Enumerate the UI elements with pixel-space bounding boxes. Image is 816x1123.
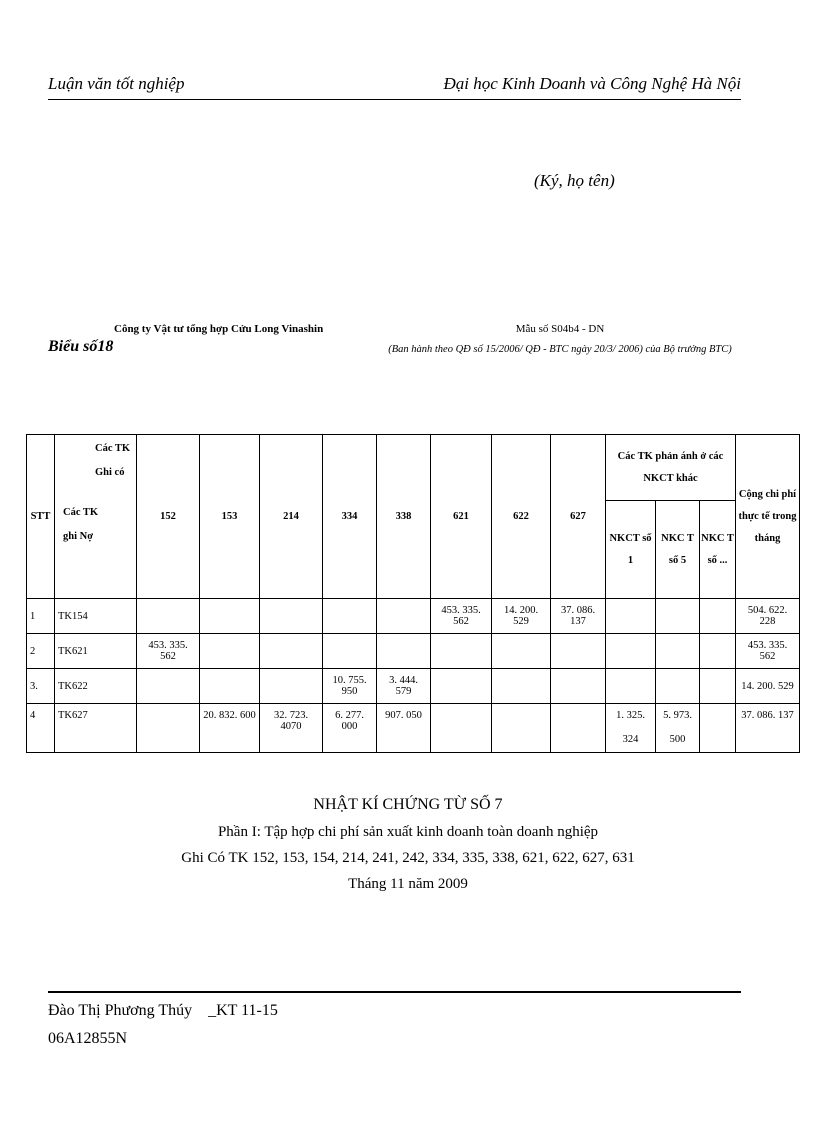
form-code: Mẫu số S04b4 - DN [515, 323, 605, 335]
cell-account: TK154 [55, 599, 137, 634]
journal-part: Phần I: Tập hợp chi phí sản xuất kinh doanh toàn doanh nghiệp [217, 824, 599, 840]
header-214: 214 [260, 435, 323, 599]
cell-214 [260, 669, 323, 704]
cell-nkct-5: 5. 973. 500 [656, 704, 700, 753]
cell-334 [323, 634, 377, 669]
header-total: Cộng chi phí thực tế trong tháng [736, 435, 800, 599]
cell-622 [492, 704, 551, 753]
cell-153 [200, 634, 260, 669]
header-account-diagonal [55, 435, 137, 599]
header-nkct-1: NKCT số 1 [606, 501, 656, 599]
cell-nkct-1: 1. 325. 324 [606, 704, 656, 753]
header-diag-debit-1: Các TK [63, 507, 99, 518]
form-label: Biểu số18 [48, 338, 114, 355]
cell-nkct-5 [656, 599, 700, 634]
cell-nkct-5 [656, 669, 700, 704]
cell-622 [492, 634, 551, 669]
cell-153 [200, 669, 260, 704]
header-diag-debit-2: ghi Nợ [63, 531, 94, 542]
cell-627: 37. 086. 137 [551, 599, 606, 634]
cell-152 [137, 599, 200, 634]
cell-account: TK621 [55, 634, 137, 669]
cell-account: TK627 [55, 704, 137, 753]
cell-621 [431, 634, 492, 669]
cell-622: 14. 200. 529 [492, 599, 551, 634]
cell-334: 6. 277. 000 [323, 704, 377, 753]
cell-621: 453. 335. 562 [431, 599, 492, 634]
journal-accounts: Ghi Có TK 152, 153, 154, 214, 241, 242, 334, 335, 338, 621, 622, 627, 631 [181, 850, 635, 866]
header-divider [48, 99, 741, 100]
cell-153 [200, 599, 260, 634]
cell-334: 10. 755. 950 [323, 669, 377, 704]
cell-214 [260, 634, 323, 669]
header-other-nkct-group: Các TK phản ánh ở các NKCT khác [606, 435, 736, 501]
header-diag-credit-2: Ghi có [95, 467, 125, 478]
header-621: 621 [431, 435, 492, 599]
cell-152: 453. 335. 562 [137, 634, 200, 669]
cell-account: TK622 [55, 669, 137, 704]
header-338: 338 [377, 435, 431, 599]
cell-621 [431, 669, 492, 704]
table-row [27, 634, 800, 669]
cell-622 [492, 669, 551, 704]
cell-214 [260, 599, 323, 634]
cell-621 [431, 704, 492, 753]
cell-total: 14. 200. 529 [736, 669, 800, 704]
cell-334 [323, 599, 377, 634]
cell-stt: 1 [27, 599, 55, 634]
cell-214: 32. 723. 4070 [260, 704, 323, 753]
cell-nkct-1 [606, 634, 656, 669]
header-nkct-5: NKC T số 5 [656, 501, 700, 599]
footer-divider [48, 991, 741, 993]
cell-627 [551, 634, 606, 669]
header-627: 627 [551, 435, 606, 599]
footer-student-id: 06A12855N [48, 1030, 128, 1047]
cell-nkct-1 [606, 599, 656, 634]
cell-stt: 3. [27, 669, 55, 704]
header-334: 334 [323, 435, 377, 599]
cell-nkct-other [700, 634, 736, 669]
table-row [27, 704, 800, 753]
cell-338: 3. 444. 579 [377, 669, 431, 704]
header-diag-credit-1: Các TK [95, 443, 131, 454]
header-right-title: Đại học Kinh Doanh và Công Nghệ Hà Nội [443, 74, 741, 93]
header-stt: STT [27, 435, 55, 599]
company-name: Công ty Vật tư tổng hợp Cửu Long Vinashin [114, 323, 324, 335]
cell-nkct-other [700, 599, 736, 634]
header-nkct-other: NKC T số ... [700, 501, 736, 599]
cell-627 [551, 704, 606, 753]
cell-nkct-1 [606, 669, 656, 704]
header-left-title: Luận văn tốt nghiệp [48, 74, 185, 93]
cell-627 [551, 669, 606, 704]
cell-152 [137, 669, 200, 704]
cell-nkct-other [700, 669, 736, 704]
ledger-table [26, 434, 800, 753]
header-152: 152 [137, 435, 200, 599]
header-153: 153 [200, 435, 260, 599]
table-row [27, 669, 800, 704]
cell-total: 37. 086. 137 [736, 704, 800, 753]
cell-nkct-other [700, 704, 736, 753]
cell-153: 20. 832. 600 [200, 704, 260, 753]
signature-note: (Ký, họ tên) [534, 171, 615, 190]
header-622: 622 [492, 435, 551, 599]
cell-total: 504. 622. 228 [736, 599, 800, 634]
issued-by-note: (Ban hành theo QĐ số 15/2006/ QĐ - BTC ngày 20/3/ 2006) của Bộ trưởng BTC) [388, 344, 732, 355]
cell-stt: 2 [27, 634, 55, 669]
cell-338 [377, 634, 431, 669]
cell-stt: 4 [27, 704, 55, 753]
journal-period: Tháng 11 năm 2009 [348, 876, 468, 892]
table-row [27, 599, 800, 634]
footer-author: Đào Thị Phương Thúy _KT 11-15 [48, 1002, 278, 1019]
cell-nkct-5 [656, 634, 700, 669]
cell-total: 453. 335. 562 [736, 634, 800, 669]
journal-title: NHẬT KÍ CHỨNG TỪ SỐ 7 [313, 796, 503, 813]
cell-338: 907. 050 [377, 704, 431, 753]
cell-338 [377, 599, 431, 634]
cell-152 [137, 704, 200, 753]
